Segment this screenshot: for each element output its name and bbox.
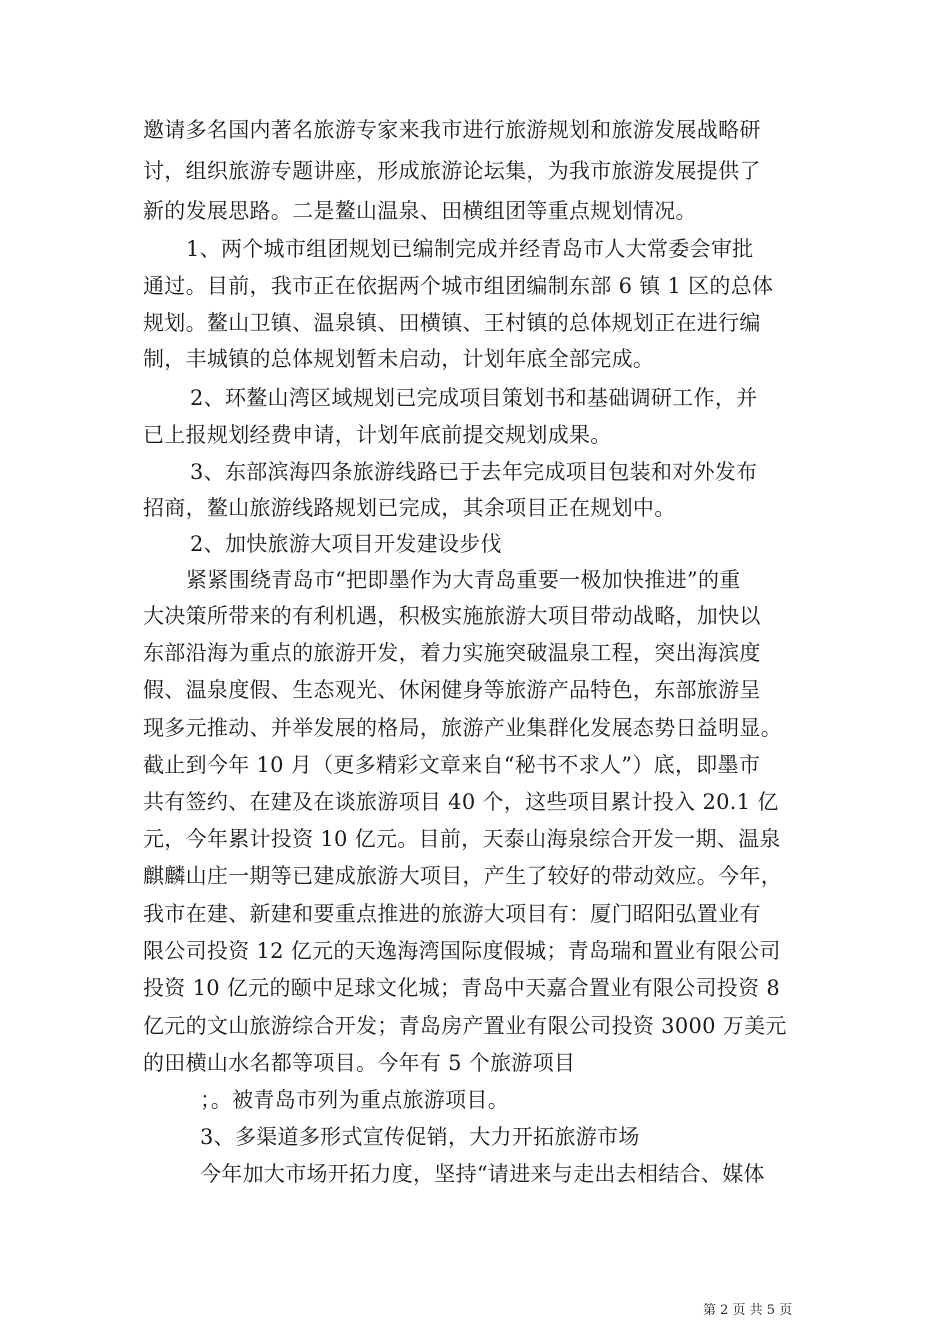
paragraph-line: 2、环鳌山湾区域规划已完成项目策划书和基础调研工作，并	[190, 386, 758, 410]
paragraph-line: 通过。目前，我市正在依据两个城市组团编制东部 6 镇 1 区的总体	[143, 274, 774, 298]
paragraph-line: 已上报规划经费申请，计划年底前提交规划成果。	[143, 423, 612, 447]
paragraph-line: 元，今年累计投资 10 亿元。目前，天泰山海泉综合开发一期、温泉	[143, 827, 781, 851]
section-heading: 2、加快旅游大项目开发建设步伐	[190, 532, 502, 556]
paragraph-line: 现多元推动、并举发展的格局，旅游产业集群化发展态势日益明显。	[143, 716, 782, 740]
paragraph-line: 新的发展思路。二是鳌山温泉、田横组团等重点规划情况。	[143, 199, 697, 223]
paragraph-line: 共有签约、在建及在谈旅游项目 40 个，这些项目累计投入 20.1 亿	[143, 790, 779, 814]
paragraph-line: 亿元的文山旅游综合开发；青岛房产置业有限公司投资 3000 万美元	[143, 1014, 787, 1038]
paragraph-line: 大决策所带来的有利机遇，积极实施旅游大项目带动战略，加快以	[143, 604, 761, 628]
paragraph-line: 限公司投资 12 亿元的天逸海湾国际度假城；青岛瑞和置业有限公司	[143, 939, 781, 963]
paragraph-line: 制，丰城镇的总体规划暂未启动，计划年底全部完成。	[143, 347, 655, 371]
paragraph-line: 讨，组织旅游专题讲座，形成旅游论坛集，为我市旅游发展提供了	[143, 159, 761, 183]
paragraph-line: 的田横山水名都等项目。今年有 5 个旅游项目	[143, 1051, 576, 1075]
paragraph-line: 今年加大市场开拓力度，坚持“请进来与走出去相结合、媒体	[200, 1162, 765, 1186]
paragraph-line: 邀请多名国内著名旅游专家来我市进行旅游规划和旅游发展战略研	[143, 118, 761, 142]
paragraph-line: ；。被青岛市列为重点旅游项目。	[200, 1088, 509, 1112]
section-heading: 3、多渠道多形式宣传促销，大力开拓旅游市场	[200, 1125, 640, 1149]
paragraph-line: 投资 10 亿元的颐中足球文化城；青岛中天嘉合置业有限公司投资 8	[143, 976, 781, 1000]
paragraph-line: 截止到今年 10 月（更多精彩文章来自“秘书不求人”）底，即墨市	[143, 753, 761, 777]
paragraph-line: 东部沿海为重点的旅游开发，着力实施突破温泉工程，突出海滨度	[143, 641, 761, 665]
paragraph-line: 3、东部滨海四条旅游线路已于去年完成项目包装和对外发布	[190, 460, 758, 484]
paragraph-line: 我市在建、新建和要重点推进的旅游大项目有：厦门昭阳弘置业有	[143, 902, 761, 926]
paragraph-line: 麒麟山庄一期等已建成旅游大项目，产生了较好的带动效应。今年，	[143, 864, 782, 888]
paragraph-line: 紧紧围绕青岛市“把即墨作为大青岛重要一极加快推进”的重	[186, 568, 741, 592]
paragraph-line: 1、两个城市组团规划已编制完成并经青岛市人大常委会审批	[186, 237, 754, 261]
page-number-footer: 第 2 页 共 5 页	[703, 1303, 793, 1318]
paragraph-line: 招商，鳌山旅游线路规划已完成，其余项目正在规划中。	[143, 496, 676, 520]
paragraph-line: 规划。鳌山卫镇、温泉镇、田横镇、王村镇的总体规划正在进行编	[143, 311, 761, 335]
paragraph-line: 假、温泉度假、生态观光、休闲健身等旅游产品特色，东部旅游呈	[143, 678, 761, 702]
